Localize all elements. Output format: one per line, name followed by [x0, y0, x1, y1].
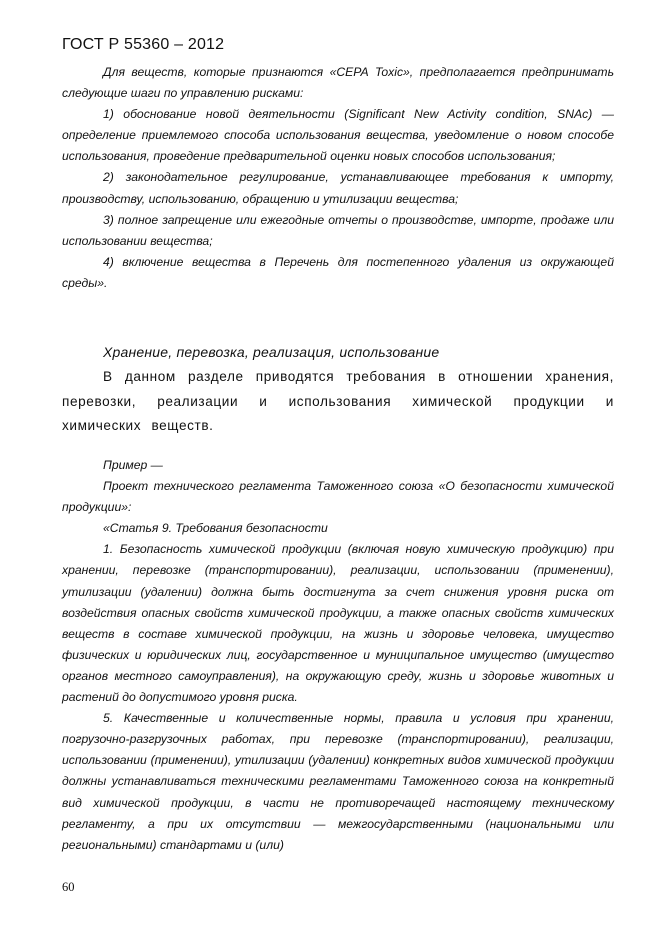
list-item-2: 2) законодательное регулирование, устанавливающее требования к импорту, производству, использованию, обращению и утилизации вещества; [62, 170, 614, 206]
list-item-1: 1) обоснование новой деятельности (Significant New Activity condition, SNAc) — определение приемлемого способа использования вещества, уведомление о новом способе использования, проведение предварительной оценки новых способов использования; [62, 107, 614, 164]
section-body [62, 365, 614, 439]
document-header: ГОСТ Р 55360 – 2012 [62, 36, 225, 53]
article-title: «Статья 9. Требования безопасности [103, 521, 328, 536]
section-paragraph: В данном разделе приводятся требования в отношении хранения, перевозки, реализации и использования химической продукции и химических веществ. [62, 369, 614, 433]
section-heading: Хранение, перевозка, реализация, использование [103, 344, 440, 360]
page-number: 60 [62, 880, 75, 894]
example-block [62, 455, 614, 856]
example-intro: Проект технического регламента Таможенного союза «О безопасности химической продукции»: [62, 479, 614, 515]
article-item-1: 1. Безопасность химической продукции (включая новую химическую продукцию) при хранении, перевозке (транспортировании), реализации, использовании (применении), утилизации (удалении) должна быть достигнута за счет снижения уровня риска от воздействия опасных свойств химической продукции, а также опасных свойств химических веществ в составе химической продукции, на жизнь и здоровье человека, имущество физических и юридических лиц, государственное и муниципальное имущество (имущество органов местного самоуправления), на окружающую среду, жизнь и здоровье животных и растений до допустимого уровня риска. [62, 542, 614, 705]
example-label: Пример — [103, 458, 163, 472]
list-item-3: 3) полное запрещение или ежегодные отчеты о производстве, импорте, продаже или использовании вещества; [62, 212, 614, 248]
list-item-4: 4) включение вещества в Перечень для постепенного удаления из окружающей среды». [62, 254, 614, 290]
paragraph-intro: Для веществ, которые признаются «СЕРА Toxic», предполагается предпринимать следующие шаги по управлению рисками: [62, 65, 614, 101]
article-item-5: 5. Качественные и количественные нормы, правила и условия при хранении, погрузочно-разгрузочных работах, при перевозке (транспортировании), реализации, использовании (применении), утилизации (удалении) конкретных видов химической продукции должны устанавливаться техническими регламентами Таможенного союза на конкретный вид химической продукции, в части не противоречащей настоящему техническому регламенту, а при их отсутствии — межгосударственными (национальными или региональными) стандартами и (или) [62, 711, 614, 852]
risk-management-block [62, 62, 614, 294]
